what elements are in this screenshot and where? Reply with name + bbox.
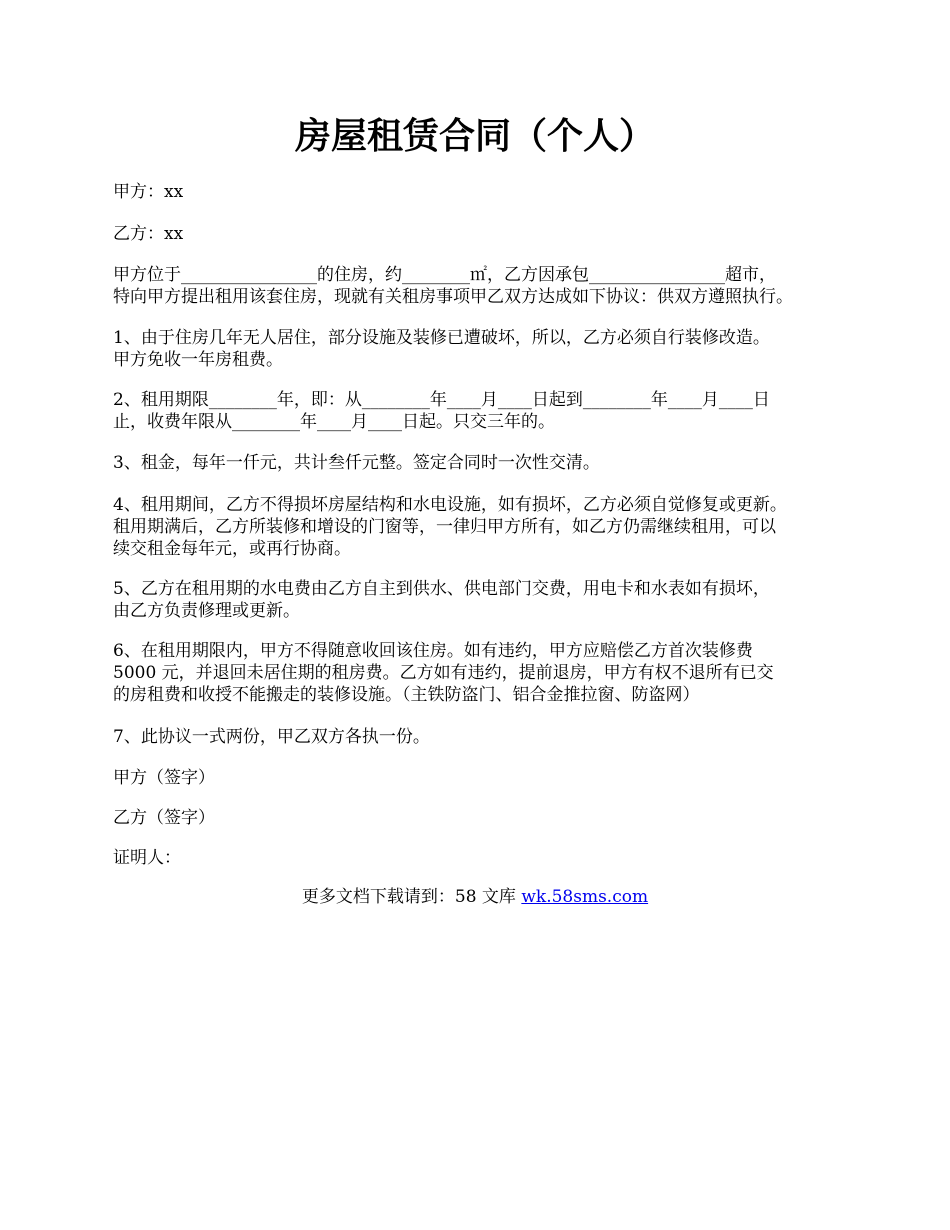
clause-line: 3、租金，每年一仟元，共计叁仟元整。签定合同时一次性交清。 [113,453,600,473]
party-a-line: 甲方：xx [113,182,184,202]
clause-5 [113,578,858,622]
signature-a: 甲方（签字） [113,768,215,788]
clause-line: 2、租用期限________年，即：从________年____月____日起到________年____月____日 [113,390,770,410]
clause-line: 7、此协议一式两份，甲乙双方各执一份。 [113,727,430,747]
clause-line: 1、由于住房几年无人居住，部分设施及装修已遭破坏，所以，乙方必须自行装修改造。 [113,328,770,348]
clause-line: 甲方免收一年房租费。 [113,350,283,370]
clause-2 [113,389,858,433]
intro-line: 特向甲方提出租用该套住房，现就有关租房事项甲乙双方达成如下协议：供双方遵照执行。 [113,287,793,307]
intro-line: 甲方位于________________的住房，约________㎡，乙方因承包________________超市， [113,265,776,285]
witness-line: 证明人： [113,848,181,868]
clause-line: 的房租费和收授不能搬走的装修设施。（主铁防盗门、铝合金推拉窗、防盗网） [113,685,700,705]
clause-3 [113,452,858,474]
clause-line: 5000 元，并退回未居住期的租房费。乙方如有违约，提前退房，甲方有权不退所有已交 [113,663,774,683]
clause-6 [113,640,858,706]
signature-b: 乙方（签字） [113,808,215,828]
footer-link[interactable]: wk.58sms.com [521,887,649,907]
clause-line: 止，收费年限从________年____月____日起。只交三年的。 [113,412,555,432]
clause-1 [113,327,858,371]
clause-7 [113,726,858,748]
footer-text: 更多文档下载请到：58 文库 [301,887,522,907]
clause-line: 6、在租用期限内，甲方不得随意收回该住房。如有违约，甲方应赔偿乙方首次装修费 [113,641,753,661]
clause-line: 5、乙方在租用期的水电费由乙方自主到供水、供电部门交费，用电卡和水表如有损坏， [113,579,770,599]
intro-paragraph [113,264,858,308]
clause-line: 4、租用期间，乙方不得损坏房屋结构和水电设施，如有损坏，乙方必须自觉修复或更新。 [113,495,787,515]
clause-4 [113,494,858,560]
party-b-line: 乙方：xx [113,224,184,244]
clause-line: 租用期满后，乙方所装修和增设的门窗等，一律归甲方所有，如乙方仍需继续租用，可以 [113,517,776,537]
clause-line: 续交租金每年元，或再行协商。 [113,539,351,559]
clause-line: 由乙方负责修理或更新。 [113,601,300,621]
document-title: 房屋租赁合同（个人） [294,115,655,157]
footer-download-note [0,886,950,908]
